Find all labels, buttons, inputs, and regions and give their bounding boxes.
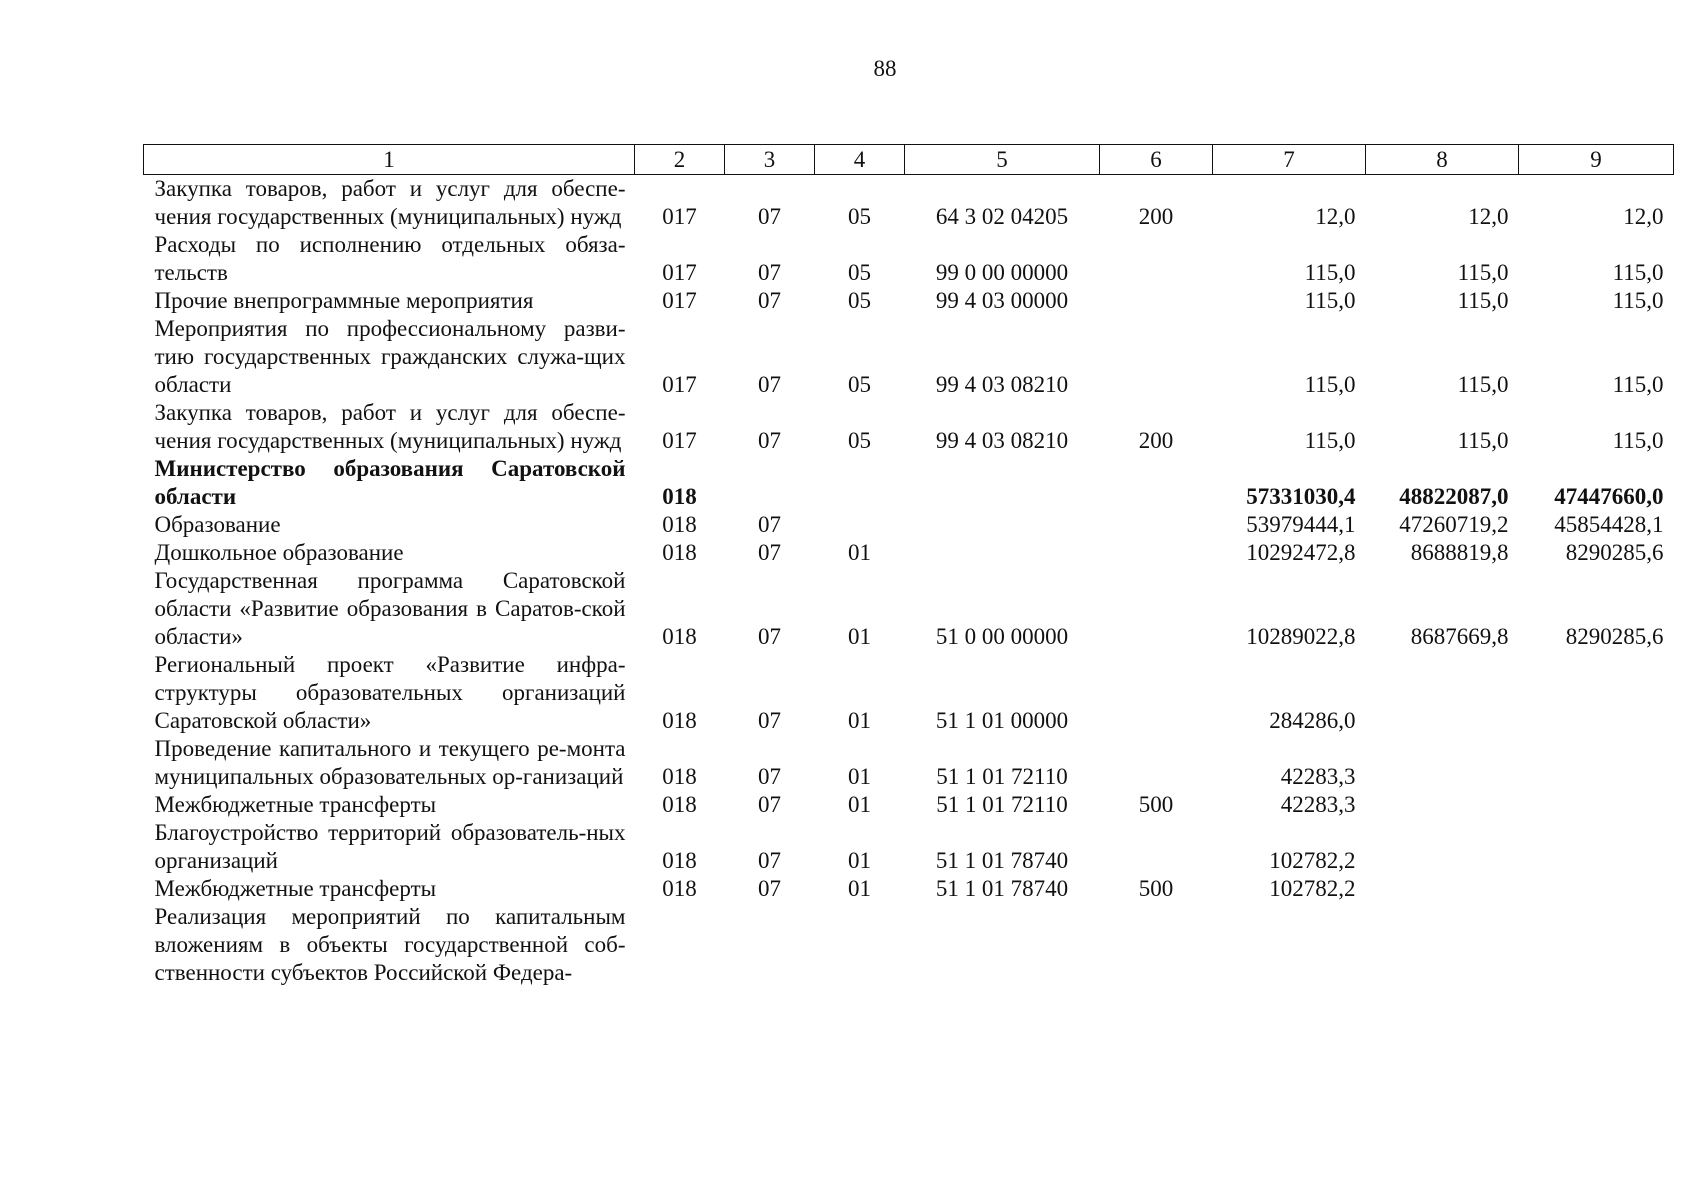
column-header: 9 [1519,145,1674,175]
cell-code-6 [1100,819,1213,875]
cell-code-5: 99 0 00 00000 [935,260,1069,285]
cell-code-2: 018 [662,540,697,565]
cell-amount-8: 48822087,0 [1399,484,1509,509]
cell-code-6: 500 [1138,876,1174,901]
cell-amount-7: 115,0 [1304,260,1356,285]
cell-name: Проведение капитального и текущего ре-монта муниципальных образовательных ор-ганизаций [154,736,626,789]
cell-amount-7: 10289022,8 [1246,624,1356,649]
cell-code-5: 51 1 01 72110 [936,764,1068,789]
cell-code-6 [1100,287,1213,315]
cell-code-2: 017 [662,372,697,397]
cell-code-2: 018 [662,512,697,537]
cell-amount-7: 284286,0 [1269,708,1356,733]
cell-code-2: 017 [662,428,697,453]
cell-amount-7: 102782,2 [1269,876,1356,901]
cell-amount-9: 115,0 [1612,260,1664,285]
cell-code-6 [1100,651,1213,735]
table-row [144,455,1674,511]
cell-code-4: 05 [848,204,871,229]
cell-code-5: 51 0 00 00000 [935,624,1069,649]
cell-amount-9 [1519,735,1674,791]
cell-code-2: 018 [662,708,697,733]
cell-code-5: 64 3 02 04205 [935,204,1069,229]
column-header: 3 [725,145,815,175]
cell-code-2 [635,903,725,987]
cell-amount-7: 53979444,1 [1246,512,1356,537]
cell-amount-9 [1519,875,1674,903]
cell-code-5: 99 4 03 08210 [935,428,1069,453]
cell-code-3: 07 [758,792,781,817]
cell-code-4: 01 [848,876,871,901]
cell-code-3: 07 [758,848,781,873]
cell-code-5: 51 1 01 78740 [935,848,1069,873]
cell-code-3: 07 [758,876,781,901]
cell-code-5: 99 4 03 08210 [935,372,1069,397]
cell-name: Закупка товаров, работ и услуг для обеспе-чения государственных (муниципальных) нужд [154,176,626,229]
table-row [144,791,1674,819]
cell-amount-7: 115,0 [1304,288,1356,313]
cell-name: Межбюджетные трансферты [154,792,437,817]
table-row [144,903,1674,987]
column-header: 2 [635,145,725,175]
cell-amount-9: 45854428,1 [1554,512,1664,537]
cell-code-4 [815,511,905,539]
cell-name: Региональный проект «Развитие инфра-структуры образовательных организаций Саратовской области» [154,652,626,733]
cell-amount-8: 47260719,2 [1399,512,1509,537]
cell-code-3: 07 [758,260,781,285]
cell-code-4: 01 [848,624,871,649]
cell-amount-8 [1366,903,1519,987]
table-row [144,175,1674,232]
cell-code-3: 07 [758,428,781,453]
table-row [144,399,1674,455]
cell-amount-7: 42283,3 [1280,764,1356,789]
cell-code-4: 01 [848,764,871,789]
cell-code-3: 07 [758,512,781,537]
cell-code-5 [905,539,1100,567]
cell-code-2: 017 [662,260,697,285]
cell-amount-7: 102782,2 [1269,848,1356,873]
column-header: 1 [144,145,635,175]
table-row [144,231,1674,287]
column-header: 4 [815,145,905,175]
cell-code-3 [725,455,815,511]
cell-amount-7: 57331030,4 [1246,484,1356,509]
cell-name: Расходы по исполнению отдельных обяза-тельств [154,232,626,285]
column-header: 7 [1213,145,1366,175]
cell-code-3: 07 [758,624,781,649]
cell-code-4: 05 [848,288,871,313]
cell-code-3: 07 [758,540,781,565]
cell-code-4: 01 [848,848,871,873]
page-number: 88 [873,56,897,81]
cell-code-5: 51 1 01 72110 [936,792,1068,817]
cell-code-5: 99 4 03 00000 [935,288,1069,313]
table-row [144,567,1674,651]
table-header-row [144,145,1674,175]
cell-amount-7: 115,0 [1304,428,1356,453]
cell-name: Государственная программа Саратовской области «Развитие образования в Саратов-ской области» [154,568,626,649]
cell-name: Дошкольное образование [154,540,404,565]
cell-amount-9: 115,0 [1612,372,1664,397]
cell-code-5 [905,455,1100,511]
cell-code-6 [1100,539,1213,567]
cell-amount-9 [1519,903,1674,987]
cell-code-4: 05 [848,428,871,453]
cell-amount-9: 12,0 [1623,204,1664,229]
cell-code-4: 05 [848,260,871,285]
cell-code-6 [1100,567,1213,651]
cell-code-6 [1100,903,1213,987]
cell-code-6: 200 [1138,428,1174,453]
cell-amount-7 [1213,903,1366,987]
cell-amount-7: 115,0 [1304,372,1356,397]
cell-amount-9 [1519,819,1674,875]
cell-amount-8: 115,0 [1457,428,1509,453]
cell-code-3: 07 [758,764,781,789]
cell-amount-8 [1366,791,1519,819]
cell-code-3: 07 [758,288,781,313]
cell-code-3: 07 [758,708,781,733]
cell-code-6 [1100,315,1213,399]
cell-code-5: 51 1 01 00000 [935,708,1069,733]
table-row [144,315,1674,399]
table-row [144,819,1674,875]
cell-code-2: 017 [662,204,697,229]
cell-amount-9: 47447660,0 [1554,484,1664,509]
cell-code-4 [815,455,905,511]
cell-code-2: 018 [662,484,697,509]
cell-code-3 [725,903,815,987]
cell-code-6: 200 [1138,204,1174,229]
cell-code-2: 018 [662,848,697,873]
cell-amount-8 [1366,735,1519,791]
cell-code-6 [1100,231,1213,287]
cell-amount-9 [1519,791,1674,819]
cell-amount-9: 8290285,6 [1565,540,1664,565]
cell-code-4 [815,903,905,987]
cell-code-2: 018 [662,876,697,901]
cell-amount-9: 115,0 [1612,428,1664,453]
cell-code-4: 01 [848,792,871,817]
cell-code-3: 07 [758,204,781,229]
cell-amount-8: 12,0 [1468,204,1509,229]
cell-name: Министерство образования Саратовской области [154,456,626,509]
cell-name: Мероприятия по профессиональному разви-тию государственных гражданских служа-щих области [154,316,626,397]
cell-code-2: 018 [662,792,697,817]
cell-amount-8: 8687669,8 [1410,624,1509,649]
cell-amount-8: 8688819,8 [1410,540,1509,565]
cell-amount-7: 42283,3 [1280,792,1356,817]
table-row [144,287,1674,315]
table-row [144,735,1674,791]
cell-code-4: 05 [848,372,871,397]
cell-code-2: 018 [662,624,697,649]
budget-table [143,144,1674,987]
cell-code-6 [1100,455,1213,511]
cell-amount-9: 8290285,6 [1565,624,1664,649]
cell-code-4: 01 [848,540,871,565]
column-header: 8 [1366,145,1519,175]
cell-code-5: 51 1 01 78740 [935,876,1069,901]
cell-amount-8: 115,0 [1457,372,1509,397]
table-row [144,651,1674,735]
column-header: 6 [1100,145,1213,175]
cell-amount-9 [1519,651,1674,735]
cell-amount-8 [1366,819,1519,875]
cell-amount-8: 115,0 [1457,260,1509,285]
cell-code-6: 500 [1138,792,1174,817]
cell-amount-8 [1366,651,1519,735]
cell-code-2: 018 [662,764,697,789]
cell-code-6 [1100,735,1213,791]
cell-code-4: 01 [848,708,871,733]
table-row [144,511,1674,539]
cell-amount-9: 115,0 [1612,288,1664,313]
table-row [144,539,1674,567]
cell-code-2: 017 [662,288,697,313]
cell-amount-7: 12,0 [1315,204,1356,229]
cell-code-6 [1100,511,1213,539]
cell-name: Прочие внепрограммные мероприятия [154,288,534,313]
cell-name: Образование [154,512,281,537]
cell-name: Благоустройство территорий образователь-ных организаций [154,820,626,873]
table-row [144,875,1674,903]
cell-name: Реализация мероприятий по капитальным вложениям в объекты государственной соб-ственности субъектов Российской Федера- [154,904,626,985]
cell-amount-8 [1366,875,1519,903]
cell-code-5 [905,903,1100,987]
column-header: 5 [905,145,1100,175]
cell-code-5 [905,511,1100,539]
cell-code-3: 07 [758,372,781,397]
cell-amount-8: 115,0 [1457,288,1509,313]
table-body [144,175,1674,988]
cell-amount-7: 10292472,8 [1246,540,1356,565]
cell-name: Закупка товаров, работ и услуг для обеспе-чения государственных (муниципальных) нужд [154,400,626,453]
cell-name: Межбюджетные трансферты [154,876,437,901]
